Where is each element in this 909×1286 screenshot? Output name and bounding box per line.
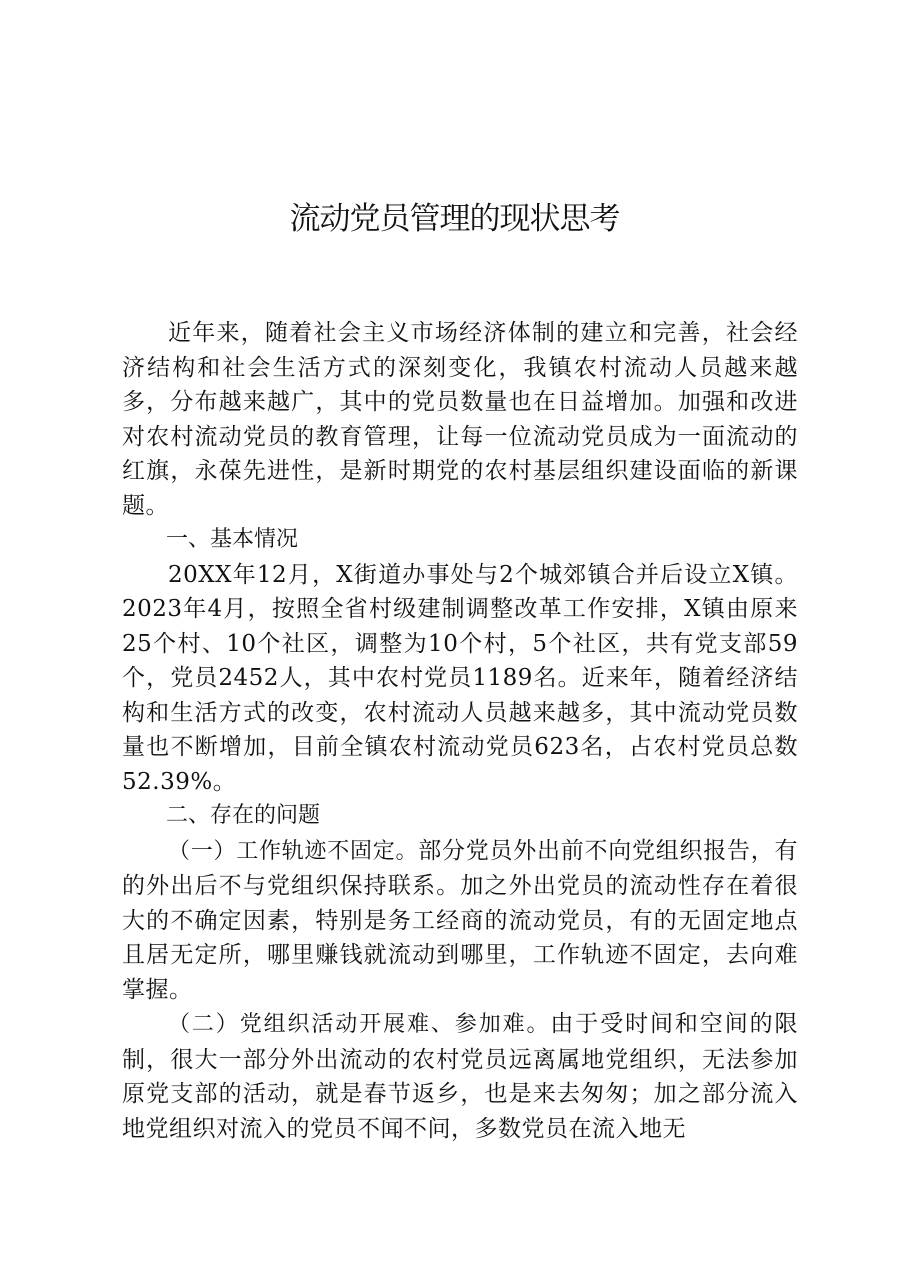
- intro-paragraph: 近年来，随着社会主义市场经济体制的建立和完善，社会经济结构和社会生活方式的深刻变化，我镇农村流动人员越来越多，分布越来越广，其中的党员数量也在日益增加。加强和改进对农村流动党员的教育管理，让每一位流动党员成为一面流动的红旗，永葆先进性，是新时期党的农村基层组织建设面临的新课题。: [122, 320, 798, 519]
- problem-item-2-text: 由于受时间和空间的限制，很大一部分外出流动的农村党员远离属地党组织，无法参加原党支部的活动，就是春节返乡，也是来去匆匆；加之部分流入地党组织对流入的党员不闻不问，多数党员在流入地无: [122, 1011, 799, 1142]
- section-heading-problems: 二、存在的问题: [166, 803, 321, 828]
- problem-item-2: [122, 1007, 798, 1146]
- problem-item-1-label: （一）工作轨迹不固定。: [168, 838, 419, 864]
- section-heading-basic-situation: 一、基本情况: [166, 527, 299, 552]
- document-body: [122, 316, 798, 1146]
- document-title: 流动党员管理的现状思考: [289, 201, 620, 237]
- problem-item-1: [122, 834, 798, 1008]
- problem-item-1-text: 部分党员外出前不向党组织报告，有的外出后不与党组织保持联系。加之外出党员的流动性存在着很大的不确定因素，特别是务工经商的流动党员，有的无固定地点且居无定所，哪里赚钱就流动到哪里，工作轨迹不固定，去向难掌握。: [122, 837, 798, 1003]
- problem-item-2-label: （二）党组织活动开展难、参加难。: [168, 1012, 551, 1037]
- basic-situation-paragraph: 20XX年12月，X街道办事处与2个城郊镇合并后设立X镇。2023年4月，按照全省村级建制调整改革工作安排，X镇由原来25个村、10个社区，调整为10个村，5个社区，共有党支部59个，党员2452人，其中农村党员1189名。近来年，随着经济结构和生活方式的改变，农村流动人员越来越多，其中流动党员数量也不断增加，目前全镇农村流动党员623名，占农村党员总数52.39%。: [122, 561, 798, 795]
